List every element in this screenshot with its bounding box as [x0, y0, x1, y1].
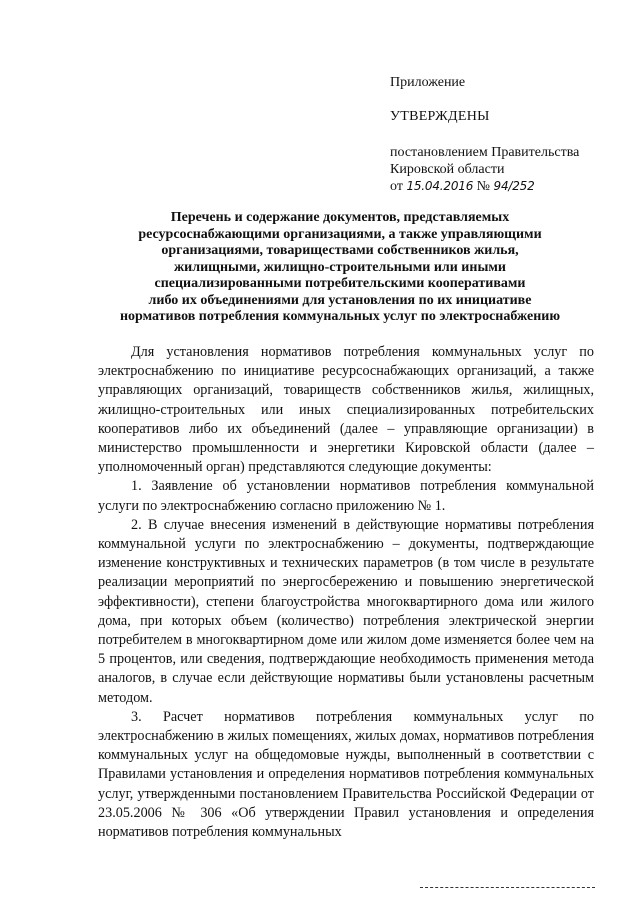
document-title [90, 210, 590, 326]
decree-line-2: Кировской области [390, 162, 505, 177]
approval-block [390, 74, 620, 195]
number-sign: № [476, 179, 491, 194]
title-line: нормативов потребления коммунальных услуг по электроснабжению [119, 309, 561, 324]
footer-divider [420, 887, 595, 888]
title-line: организациями, товариществами собственников жилья, [161, 243, 519, 258]
title-line: специализированными потребительскими кооперативами [154, 276, 526, 291]
item-2-paragraph: 2. В случае внесения изменений в действующие нормативы потребления коммунальной услуги по электроснабжению – документы, подтверждающие изменение конструктивных и технических параметров (в том числе в результате реализации мероприятий по энергосбережению и повышению энергетической эффективности), степени благоустройства многоквартирного дома или жилого дома, при которых объем (количество) потребления электрической энергии потребителем в многоквартирном доме или жилом доме изменяется более чем на 5 процентов, или сведения, подтверждающие необходимость применения метода аналогов, в случае если действующие нормативы были установлены расчетным методом. [98, 516, 594, 706]
title-line: либо их объединениями для установления по их инициативе [148, 292, 532, 308]
item-1-paragraph: 1. Заявление об установлении нормативов потребления коммунальной услуги по электроснабжению согласно приложению № 1. [98, 478, 594, 514]
title-line: ресурсоснабжающими организациями, а также управляющими [138, 226, 542, 242]
document-body [98, 343, 594, 842]
handwritten-date: 15.04.2016 [406, 179, 474, 193]
intro-paragraph: Для установления нормативов потребления коммунальных услуг по электроснабжению по инициативе ресурсоснабжающих организаций, а также управляющих организаций, товариществ собственников жилья, жилищных, жилищно-строительных или иных специализированных потребительских кооперативов либо их объединений (далее – управляющие организации) в министерство промышленности и энергетики Кировской области (далее – уполномоченный орган) представляются следующие документы: [98, 344, 594, 476]
item-3-paragraph: 3. Расчет нормативов потребления коммунальных услуг по электроснабжению в жилых помещениях, жилых домах, нормативов потребления коммунальных услуг на общедомовые нужды, выполненный в соответствии с Правилами установления и определения нормативов потребления коммунальных услуг, утвержденными постановлением Правительства Российской Федерации от 23.05.2006 № 306 «Об утверждении Правил установления и определения нормативов потребления коммунальных [98, 708, 594, 841]
title-line: Перечень и содержание документов, представляемых [170, 210, 510, 225]
handwritten-number: 94/252 [493, 179, 535, 193]
decree-line-1: постановлением Правительства [390, 145, 580, 160]
appendix-label: Приложение [390, 75, 466, 90]
date-prefix: от [390, 179, 403, 194]
decree-date-line [390, 178, 620, 195]
title-line: жилищными, жилищно-строительными или иными [174, 259, 506, 275]
approved-label: УТВЕРЖДЕНЫ [390, 109, 490, 124]
